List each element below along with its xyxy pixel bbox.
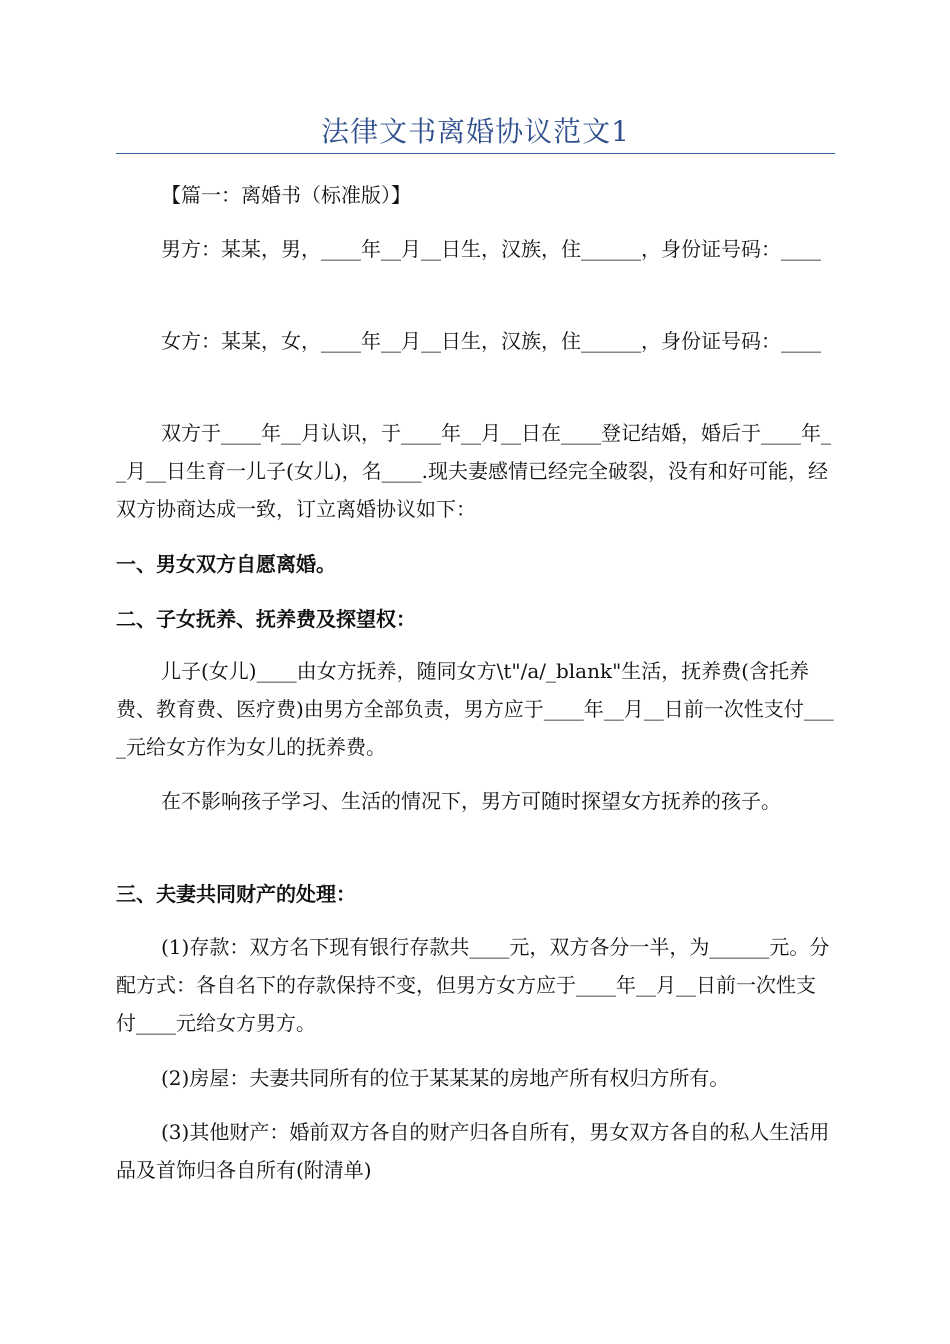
- paragraph-child-support: 儿子(女儿)____由女方抚养，随同女方\t"/a/_blank"生活，抚养费(含托养费、教育费、医疗费)由男方全部负责，男方应于____年__月__日前一次性支付____元给女方作为女儿的抚养费。: [116, 659, 834, 759]
- heading-child-custody: 二、子女抚养、抚养费及探望权：: [116, 607, 416, 631]
- heading-voluntary-divorce: 一、男女双方自愿离婚。: [116, 552, 336, 576]
- paragraph-deposits: (1)存款：双方名下现有银行存款共____元，双方各分一半，为______元。分配方式：各自名下的存款保持不变，但男方女方应于____年__月__日前一次性支付____元给女方男方。: [116, 935, 830, 1035]
- paragraph-female-party: 女方：某某，女，____年__月__日生，汉族，住______，身份证号码：____: [161, 329, 821, 353]
- title-underline: [116, 153, 835, 154]
- heading-joint-property: 三、夫妻共同财产的处理：: [116, 882, 356, 906]
- paragraph-intro: 双方于____年__月认识，于____年__月__日在____登记结婚，婚后于____年__月__日生育一儿子(女儿)，名____.现夫妻感情已经完全破裂，没有和好可能，经双方协商达成一致，订立离婚协议如下：: [116, 421, 831, 521]
- paragraph-other-property: (3)其他财产：婚前双方各自的财产归各自所有，男女双方各自的私人生活用品及首饰归各自所有(附清单): [116, 1120, 830, 1182]
- paragraph-house: (2)房屋：夫妻共同所有的位于某某某的房地产所有权归方所有。: [161, 1066, 730, 1090]
- document-title: 法律文书离婚协议范文1: [321, 115, 630, 148]
- paragraph-male-party: 男方：某某，男，____年__月__日生，汉族，住______，身份证号码：____: [161, 237, 821, 261]
- section-label: 【篇一：离婚书（标准版）】: [161, 183, 411, 207]
- paragraph-visitation: 在不影响孩子学习、生活的情况下，男方可随时探望女方抚养的孩子。: [161, 789, 781, 813]
